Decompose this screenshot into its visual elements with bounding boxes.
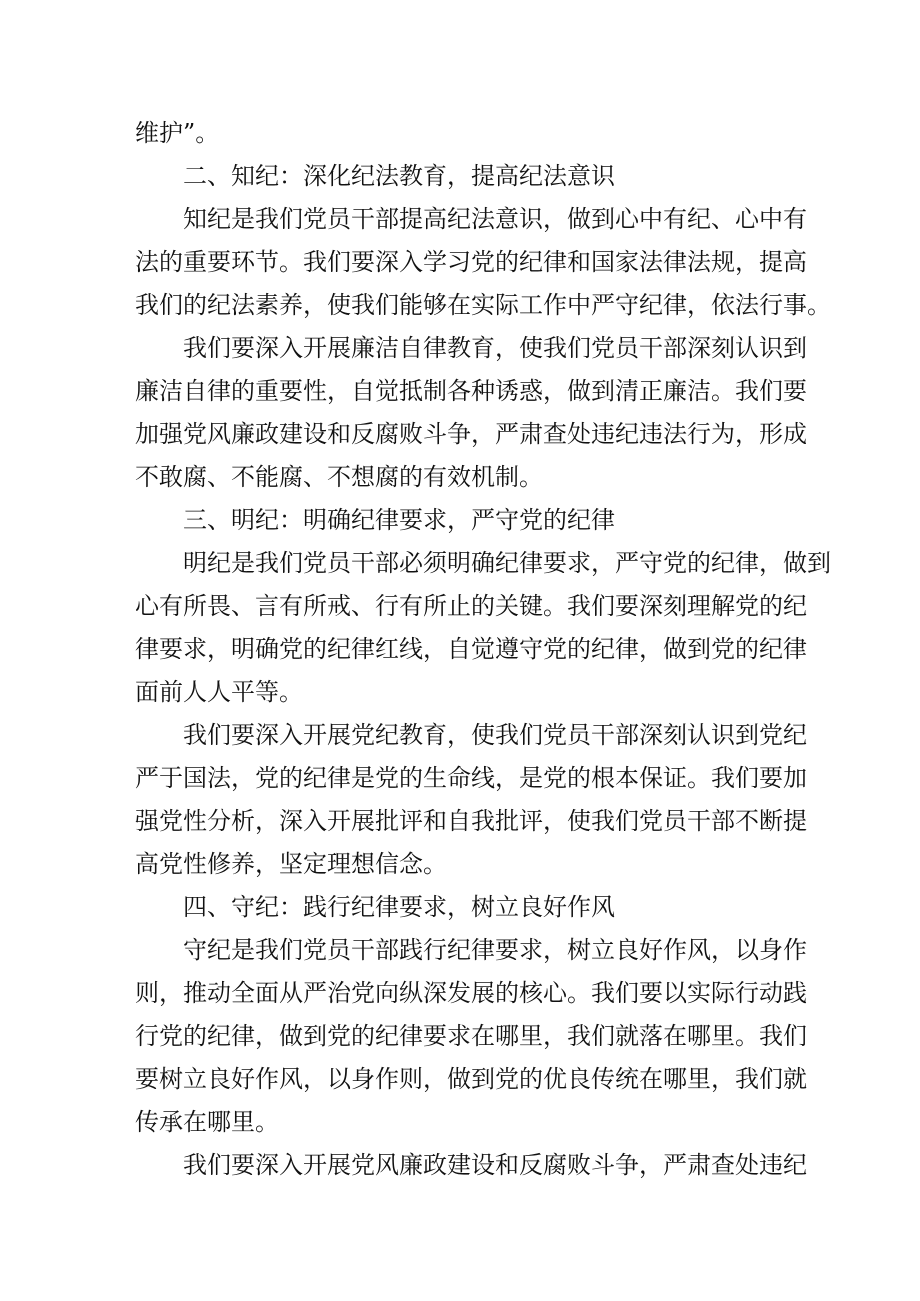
paragraph-line: 高党性修养，坚定理想信念。: [135, 850, 447, 878]
paragraph-line: 不敢腐、不能腐、不想腐的有效机制。: [135, 463, 543, 491]
paragraph-line: 律要求，明确党的纪律红线，自觉遵守党的纪律，做到党的纪律: [135, 635, 807, 663]
section-heading-3: 三、明纪：明确纪律要求，严守党的纪律: [183, 506, 615, 534]
paragraph-line: 行党的纪律，做到党的纪律要求在哪里，我们就落在哪里。我们: [135, 1022, 807, 1050]
paragraph-line: 知纪是我们党员干部提高纪法意识，做到心中有纪、心中有: [183, 205, 807, 233]
paragraph-line: 我们要深入开展党纪教育，使我们党员干部深刻认识到党纪: [183, 721, 807, 749]
paragraph-line: 要树立良好作风，以身作则，做到党的优良传统在哪里，我们就: [135, 1065, 807, 1093]
paragraph-line: 我们要深入开展廉洁自律教育，使我们党员干部深刻认识到: [183, 334, 807, 362]
paragraph-line: 面前人人平等。: [135, 678, 303, 706]
paragraph-line: 维护”。: [135, 119, 220, 147]
paragraph-line: 加强党风廉政建设和反腐败斗争，严肃查处违纪违法行为，形成: [135, 420, 807, 448]
paragraph-line: 严于国法，党的纪律是党的生命线，是党的根本保证。我们要加: [135, 764, 807, 792]
paragraph-line: 我们的纪法素养，使我们能够在实际工作中严守纪律，依法行事。: [135, 291, 831, 319]
paragraph-line: 我们要深入开展党风廉政建设和反腐败斗争，严肃查处违纪: [183, 1151, 807, 1179]
paragraph-line: 心有所畏、言有所戒、行有所止的关键。我们要深刻理解党的纪: [135, 592, 807, 620]
paragraph-line: 传承在哪里。: [135, 1108, 279, 1136]
paragraph-line: 法的重要环节。我们要深入学习党的纪律和国家法律法规，提高: [135, 248, 807, 276]
paragraph-line: 廉洁自律的重要性，自觉抵制各种诱惑，做到清正廉洁。我们要: [135, 377, 807, 405]
section-heading-4: 四、守纪：践行纪律要求，树立良好作风: [183, 893, 615, 921]
paragraph-line: 守纪是我们党员干部践行纪律要求，树立良好作风，以身作: [183, 936, 807, 964]
paragraph-line: 明纪是我们党员干部必须明确纪律要求，严守党的纪律，做到: [183, 549, 831, 577]
section-heading-2: 二、知纪：深化纪法教育，提高纪法意识: [183, 162, 615, 190]
paragraph-line: 则，推动全面从严治党向纵深发展的核心。我们要以实际行动践: [135, 979, 807, 1007]
paragraph-line: 强党性分析，深入开展批评和自我批评，使我们党员干部不断提: [135, 807, 807, 835]
